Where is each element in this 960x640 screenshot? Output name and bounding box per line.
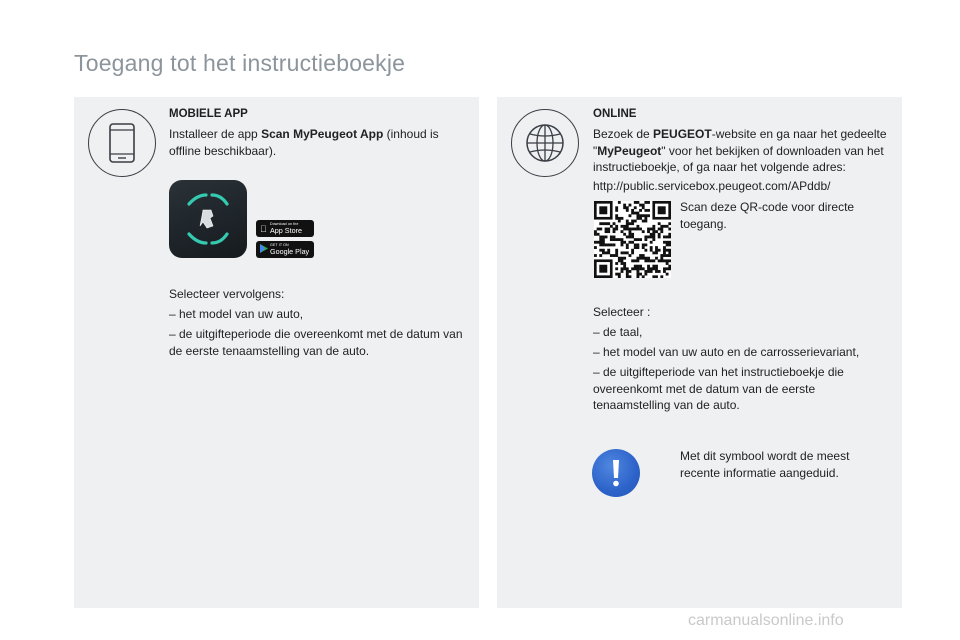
mobile-app-heading: MOBIELE APP xyxy=(169,108,248,120)
smartphone-icon xyxy=(88,109,156,177)
manual-url-link[interactable]: http://public.servicebox.peugeot.com/APddb/ xyxy=(593,179,831,193)
mobile-app-panel xyxy=(74,97,479,608)
info-symbol-text: Met dit symbool wordt de meest recente informatie aangeduid. xyxy=(680,449,850,480)
watermark: carmanualsonline.info xyxy=(688,612,844,629)
app-store-badge[interactable] xyxy=(256,220,314,237)
online-heading: ONLINE xyxy=(593,108,637,120)
play-icon xyxy=(260,244,270,255)
online-intro: Bezoek de PEUGEOT-website en ga naar het gedeelte "MyPeugeot" voor het bekijken of downloaden van het instructieboekje, of ga naar het volgende adres: xyxy=(593,127,887,174)
app-store-small-label: Download on the xyxy=(270,222,299,227)
qr-code xyxy=(594,201,671,278)
mobile-app-intro: Installeer de app Scan MyPeugeot App (inhoud is offline beschikbaar). xyxy=(169,127,439,158)
select-title: Selecteer : xyxy=(593,305,651,319)
globe-icon xyxy=(511,109,579,177)
google-play-label: Google Play xyxy=(270,246,310,256)
select-title: Selecteer vervolgens: xyxy=(169,287,285,301)
page-title: Toegang tot het instructieboekje xyxy=(74,50,406,76)
list-item: – de taal, xyxy=(593,325,643,339)
app-store-label: App Store xyxy=(270,225,302,235)
list-item: – de uitgifteperiode die overeenkomt met de datum van de eerste tenaamstelling van de auto. xyxy=(169,327,463,358)
online-panel xyxy=(497,97,902,608)
list-item: – de uitgifteperiode van het instructieboekje die overeenkomt met de datum van de eerste tenaamstelling van de auto. xyxy=(593,365,844,412)
exclamation-icon xyxy=(592,449,640,497)
apple-icon xyxy=(260,224,270,234)
google-play-badge[interactable] xyxy=(256,241,314,258)
google-play-small-label: GET IT ON xyxy=(270,243,289,248)
list-item: – het model van uw auto, xyxy=(169,307,304,321)
qr-instruction: Scan deze QR-code voor directe toegang. xyxy=(680,200,855,231)
list-item: – het model van uw auto en de carrosserievariant, xyxy=(593,345,860,359)
scan-mypeugeot-app-logo xyxy=(169,180,247,258)
